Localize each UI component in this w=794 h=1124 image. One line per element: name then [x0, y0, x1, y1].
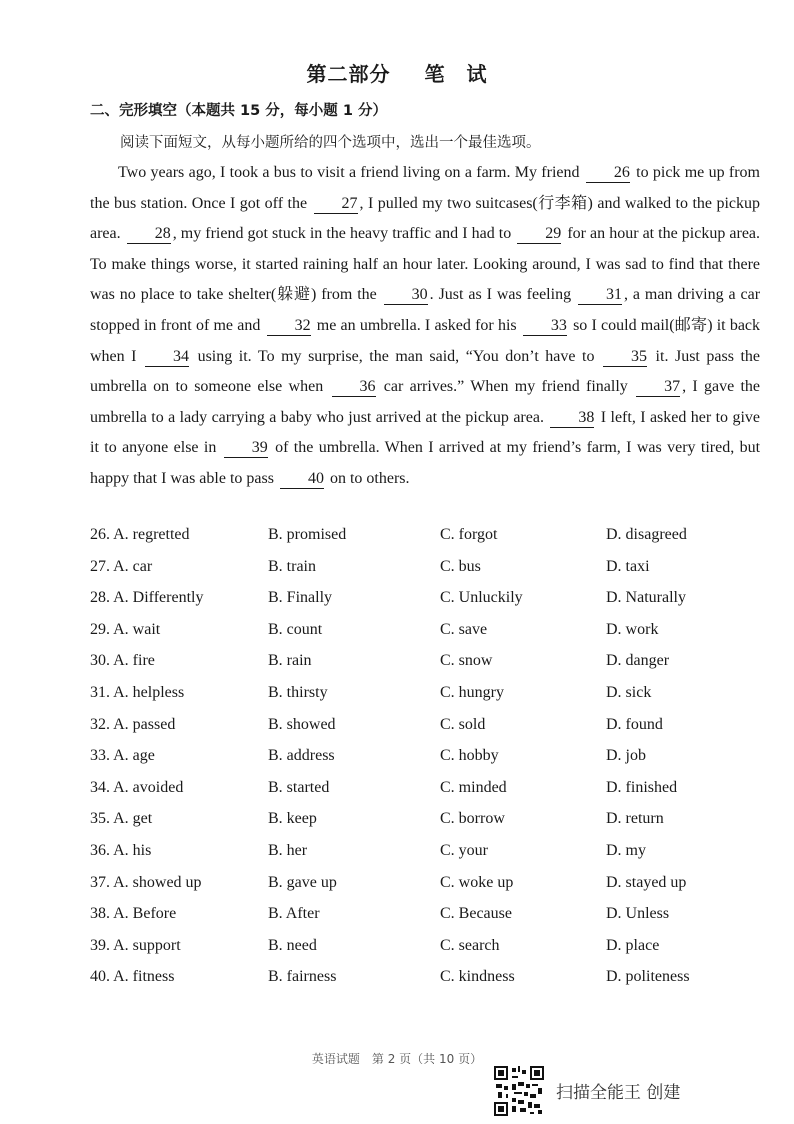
option-c: C. hungry [440, 683, 504, 701]
option-c: C. bus [440, 557, 481, 575]
qr-code-icon [494, 1066, 544, 1116]
blank-27: 27 [314, 195, 358, 214]
passage-paragraph [90, 158, 760, 495]
option-a: 26. A. regretted [90, 526, 190, 543]
blank-33: 33 [523, 317, 567, 336]
option-d: D. my [606, 841, 646, 859]
passage-segment: , a man driving a car stopped in front of me and [90, 286, 761, 334]
option-a: 32. A. passed [90, 715, 176, 733]
blank-34: 34 [145, 348, 189, 367]
option-row-32 [90, 716, 770, 748]
passage-segment: Two years ago, I took a bus to visit a friend living on a farm. My friend [118, 164, 580, 181]
blank-31: 31 [578, 286, 622, 305]
option-row-30 [90, 652, 770, 684]
part-title-name: 第二部分 [306, 62, 391, 86]
passage-segment: car arrives.” When my friend finally [383, 378, 628, 396]
option-row-27 [90, 558, 770, 590]
option-b: B. rain [268, 652, 312, 670]
option-d: D. job [606, 747, 646, 765]
passage-segment: using it. To my surprise, the man said, “You don’t have to [197, 347, 595, 365]
option-b: B. showed [268, 715, 336, 733]
option-c: C. Unluckily [440, 589, 523, 607]
option-row-38 [90, 905, 770, 937]
blank-29: 29 [517, 225, 561, 244]
section-title: 二、完形填空（本题共 15 分，每小题 1 分） [90, 103, 387, 119]
passage-segment: so I could mail(邮寄) it back when I [90, 316, 761, 365]
option-b: B. promised [268, 526, 347, 543]
option-c: C. sold [440, 715, 486, 733]
option-b: B. train [268, 557, 316, 575]
passage-segment: to pick me up from the bus station. Once I got off the [90, 164, 761, 212]
passage-segment: for an hour at the pickup area. To make things worse, it started raining half an hour later. Looking around, I was sad to find that there was no place to take shelter(躲避) from the [90, 225, 761, 304]
blank-26: 26 [586, 164, 630, 183]
option-row-35 [90, 810, 770, 842]
cloze-passage [90, 158, 760, 495]
passage-segment: , I pulled my two suitcases(行李箱) and walked to the pickup area. [90, 194, 760, 243]
option-a: 34. A. avoided [90, 778, 184, 796]
option-c: C. your [440, 841, 488, 859]
option-d: D. taxi [606, 557, 650, 575]
option-a: 28. A. Differently [90, 589, 204, 607]
option-a: 29. A. wait [90, 620, 161, 638]
option-b: B. need [268, 936, 317, 954]
passage-segment: . Just as I was feeling [429, 286, 572, 304]
answer-options [90, 526, 770, 1000]
passage-segment: on to others. [329, 469, 410, 487]
blank-28: 28 [127, 225, 171, 244]
option-c: C. kindness [440, 968, 515, 986]
option-c: C. woke up [440, 873, 514, 891]
option-c: C. hobby [440, 747, 499, 765]
part-title [0, 58, 794, 87]
blank-30: 30 [384, 286, 428, 305]
option-row-39 [90, 937, 770, 969]
passage-segment: , I gave the umbrella to a lady carrying a baby who just arrived at the pickup area. [90, 378, 761, 426]
option-b: B. thirsty [268, 683, 328, 701]
option-row-26 [90, 526, 770, 558]
blank-40: 40 [280, 470, 324, 489]
blank-32: 32 [267, 317, 311, 336]
option-b: B. count [268, 620, 323, 638]
blank-39: 39 [224, 439, 268, 458]
option-d: D. Naturally [606, 589, 686, 607]
option-d: D. politeness [606, 968, 690, 986]
option-d: D. return [606, 810, 664, 828]
passage-segment: it. Just pass the umbrella on to someone else when [90, 347, 761, 396]
blank-38: 38 [550, 409, 594, 428]
instruction-text: 阅读下面短文，从每小题所给的四个选项中，选出一个最佳选项。 [120, 135, 541, 151]
option-b: B. keep [268, 810, 317, 828]
option-d: D. disagreed [606, 526, 687, 543]
option-b: B. started [268, 778, 330, 796]
scanner-watermark: 扫描全能王 创建 [556, 1083, 681, 1103]
option-a: 38. A. Before [90, 905, 177, 923]
option-c: C. minded [440, 778, 507, 796]
option-row-31 [90, 684, 770, 716]
option-a: 33. A. age [90, 747, 155, 765]
option-a: 31. A. helpless [90, 683, 185, 701]
passage-segment: of the umbrella. When I arrived at my friend’s farm, I was very tired, but happy that I was able to pass [90, 439, 761, 487]
option-a: 37. A. showed up [90, 873, 202, 891]
option-c: C. forgot [440, 526, 498, 543]
option-d: D. work [606, 620, 659, 638]
option-row-36 [90, 842, 770, 874]
option-row-28 [90, 589, 770, 621]
option-row-33 [90, 747, 770, 779]
option-row-37 [90, 874, 770, 906]
option-d: D. Unless [606, 905, 670, 923]
option-d: D. finished [606, 778, 678, 796]
option-b: B. her [268, 841, 308, 859]
option-c: C. save [440, 620, 488, 638]
part-title-type: 笔 试 [424, 62, 488, 86]
blank-36: 36 [332, 378, 376, 397]
passage-segment: I left, I asked her to give it to anyone else in [90, 408, 761, 457]
option-c: C. search [440, 936, 500, 954]
option-a: 40. A. fitness [90, 968, 175, 986]
page-footer: 英语试题 第 2 页（共 10 页） [311, 1052, 483, 1064]
option-d: D. found [606, 715, 663, 733]
option-d: D. stayed up [606, 873, 687, 891]
passage-segment: me an umbrella. I asked for his [316, 316, 517, 334]
option-a: 30. A. fire [90, 652, 155, 670]
option-c: C. Because [440, 905, 512, 923]
option-b: B. Finally [268, 589, 333, 607]
option-b: B. fairness [268, 968, 337, 986]
option-b: B. After [268, 905, 320, 923]
option-b: B. gave up [268, 873, 337, 891]
option-a: 27. A. car [90, 557, 153, 575]
option-d: D. danger [606, 652, 670, 670]
blank-35: 35 [603, 348, 647, 367]
option-a: 36. A. his [90, 841, 152, 859]
option-row-34 [90, 779, 770, 811]
blank-37: 37 [636, 378, 680, 397]
option-d: D. place [606, 936, 660, 954]
option-b: B. address [268, 747, 335, 765]
passage-segment: , my friend got stuck in the heavy traffic and I had to [172, 225, 512, 243]
option-row-29 [90, 621, 770, 653]
option-a: 35. A. get [90, 810, 153, 828]
option-d: D. sick [606, 683, 652, 701]
option-a: 39. A. support [90, 936, 181, 954]
option-row-40 [90, 968, 770, 1000]
option-c: C. borrow [440, 810, 505, 828]
option-c: C. snow [440, 652, 493, 670]
